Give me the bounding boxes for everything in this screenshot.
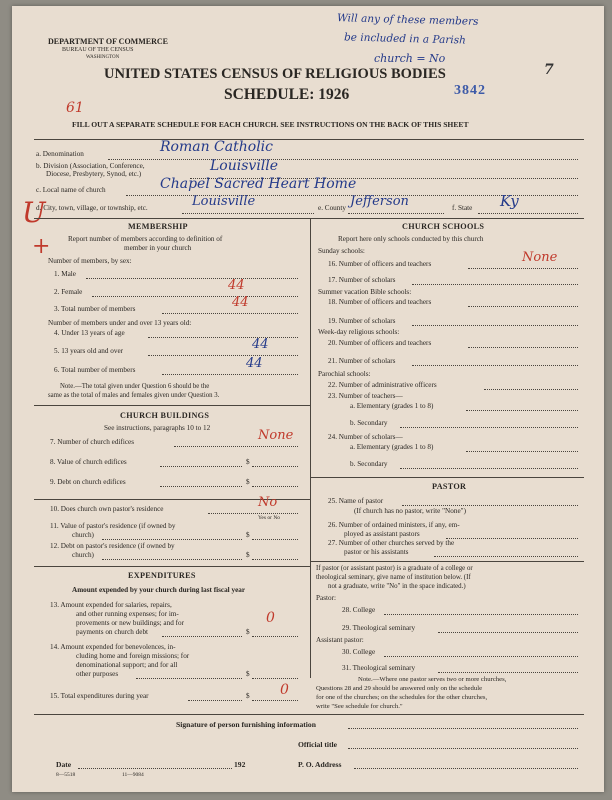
print-code-2: 11—9084 [122,772,144,778]
q16-line [468,268,578,269]
county-value: Jefferson [350,194,409,209]
pastor-note-2: Questions 28 and 29 should be answered only on the schedule [316,685,483,692]
form-subtitle: SCHEDULE: 1926 [224,86,350,103]
denomination-value: Roman Catholic [160,139,273,155]
q12-dollar: $ [246,551,250,559]
county-line [348,213,444,214]
q14-line [252,678,298,679]
state-line [478,213,578,214]
city-value: Louisville [192,194,256,209]
parochial-schools-label: Parochial schools: [318,370,371,378]
q17-label: 17. Number of scholars [328,276,396,284]
q25-sub: (If church has no pastor, write "None") [354,507,466,515]
official-title-label: Official title [298,740,338,749]
denomination-label: a. Denomination [36,150,84,158]
q10-yes-no-hint: Yes or No [258,515,281,521]
members-by-sex-label: Number of members, by sex: [48,257,132,265]
q9-dots [160,486,242,487]
expenditures-title: EXPENDITURES [128,571,196,580]
q23a-label: a. Elementary (grades 1 to 8) [350,402,434,410]
q14-label-3: denominational support; and for all [76,661,178,669]
q13-label-2: and other running expenses; for im- [76,610,179,618]
city-label: d. City, town, village, or township, etc. [36,204,148,212]
pastor-title: PASTOR [432,482,467,491]
q24b-label: b. Secondary [350,460,388,468]
po-address-label: P. O. Address [298,760,342,769]
q27-label-2: pastor or his assistants [344,548,409,556]
q3-total-label: 3. Total number of members [54,305,136,313]
graduate-instr-1: If pastor (or assistant pastor) is a graduate of a college or [316,565,473,572]
q7-label: 7. Number of church edifices [50,438,135,446]
q12-label-1: 12. Debt on pastor's residence (if owned by [50,542,175,550]
q31-label: 31. Theological seminary [342,664,416,672]
column-divider [310,218,311,678]
q11-line [252,539,298,540]
q25-line [402,505,578,506]
q11-label-2: church) [72,531,94,539]
q9-label: 9. Debt on church edifices [50,478,126,486]
membership-note-2: same as the total of males and females given under Question 3. [48,392,220,399]
q13-value: 0 [266,610,275,626]
buildings-title: CHURCH BUILDINGS [120,411,210,420]
bureau-name: BUREAU OF THE CENSUS [62,47,134,53]
pastor-note-1: Note.—Where one pastor serves two or more churches, [358,676,507,683]
buildings-instructions: See instructions, paragraphs 10 to 12 [104,424,211,432]
county-label: e. County [318,204,346,212]
q10-label: 10. Does church own pastor's residence [50,505,164,513]
q14-label-1: 14. Amount expended for benevolences, in- [50,643,176,651]
date-label: Date [56,760,72,769]
q10-value: No [258,495,278,510]
q5-over13-label: 5. 13 years old and over [54,347,124,355]
q28-label: 28. College [342,606,376,614]
pastor-note-3: for one of the churches; on the schedules for the other churches, [316,694,488,701]
expenditures-intro: Amount expended by your church during last fiscal year [72,586,246,594]
q19-label: 19. Number of scholars [328,317,396,325]
q19-line [412,325,578,326]
schools-rule [310,477,584,478]
q28-line [384,614,578,615]
q9-dollar: $ [246,478,250,486]
q20-line [468,347,578,348]
footer-rule [34,714,584,715]
pastor-note-4: write "See schedule for church." [316,703,403,710]
q14-label-4: other purposes [76,670,119,678]
division-value: Louisville [210,158,279,174]
graduate-instr-2: theological seminary, give name of institution below. (If [316,574,471,581]
instruction-banner: FILL OUT A SEPARATE SCHEDULE FOR EACH CHURCH. SEE INSTRUCTIONS ON THE BACK OF THIS SHEET [72,120,469,129]
membership-intro-2: member in your church [124,244,192,252]
q12-label-2: church) [72,551,94,559]
q5-line [148,355,298,356]
q11-label-1: 11. Value of pastor's residence (if owned by [50,522,176,530]
q24a-line [466,451,578,452]
print-code-1: 8—5518 [56,772,76,778]
date-year: 192 [234,760,246,769]
schools-title: CHURCH SCHOOLS [402,222,485,231]
identity-rule [34,218,584,219]
q24b-line [400,468,578,469]
q16-label: 16. Number of officers and teachers [328,260,432,268]
q15-label: 15. Total expenditures during year [50,692,149,700]
q3-total-value: 44 [232,295,249,310]
q9-line [252,486,298,487]
vacation-schools-label: Summer vacation Bible schools: [318,288,412,296]
q7-value: None [258,428,294,443]
assistant-pastor-sublabel: Assistant pastor: [316,636,364,644]
q26-label-2: ployed as assistant pastors [344,530,420,538]
q13-dollar: $ [246,628,250,636]
q5-over13-value: 44 [252,337,269,352]
census-schedule-sheet [12,6,604,792]
pastor-rule [310,561,584,562]
membership-intro-1: Report number of members according to definition of [68,235,223,243]
q12-dots [102,559,242,560]
q14-dots [136,678,242,679]
q21-line [412,365,578,366]
expenditures-top-rule [34,566,310,567]
weekday-schools-label: Week-day religious schools: [318,328,400,336]
state-label: f. State [452,204,473,212]
q8-label: 8. Value of church edifices [50,458,127,466]
q13-label-4: payments on church debt [76,628,149,636]
q16-value: None [522,250,558,265]
official-title-line [348,748,578,749]
q27-label-1: 27. Number of other churches served by the [328,539,455,547]
red-handwritten-letter: U [22,196,46,229]
q1-male-label: 1. Male [54,270,76,278]
division-label-2: Diocese, Presbytery, Synod, etc.) [46,170,142,178]
membership-title: MEMBERSHIP [128,222,188,231]
q27-line [434,556,578,557]
q10-line [208,513,298,514]
q8-line [252,466,298,467]
city-name: WASHINGTON [86,55,120,60]
header-rule [34,139,584,140]
q20-label: 20. Number of officers and teachers [328,339,432,347]
q13-line [252,636,298,637]
handwritten-note-line-1: Will any of these members [336,12,479,28]
q1-line [86,278,298,279]
q15-dollar: $ [246,692,250,700]
graduate-instr-3: not a graduate, write "No" in the space indicated.) [328,583,466,590]
q8-dots [160,466,242,467]
q24a-label: a. Elementary (grades 1 to 8) [350,443,434,451]
dept-name: DEPARTMENT OF COMMERCE [48,37,169,46]
signature-line [348,728,578,729]
q15-dots [188,700,242,701]
po-address-line [354,768,578,769]
q2-female-value: 44 [228,278,245,293]
q18-label: 18. Number of officers and teachers [328,298,432,306]
denomination-line [108,159,578,160]
handwritten-note-line-3: church = No [374,52,446,65]
q4-line [148,337,298,338]
q2-female-label: 2. Female [54,288,83,296]
q8-dollar: $ [246,458,250,466]
date-line [78,768,232,769]
red-handwritten-plus: + [32,234,51,259]
q12-line [252,559,298,560]
sunday-schools-label: Sunday schools: [318,247,365,255]
form-number-stamp: 3842 [454,83,486,98]
q13-label-1: 13. Amount expended for salaries, repairs, [50,601,172,609]
q2-line [92,296,298,297]
handwritten-note-line-2: be included in a Parish [343,31,466,47]
state-value: Ky [500,192,519,210]
q23a-line [466,410,578,411]
q17-line [412,284,578,285]
handwritten-corner-number: 7 [544,62,554,78]
q6-total-label: 6. Total number of members [54,366,136,374]
division-label-1: b. Division (Association, Conference, [36,162,145,170]
pastor-sublabel: Pastor: [316,594,336,602]
q30-label: 30. College [342,648,376,656]
q23-label: 23. Number of teachers— [328,392,403,400]
q31-line [438,672,578,673]
membership-rule [34,405,310,406]
q23b-line [400,427,578,428]
q18-line [468,306,578,307]
q26-line [446,538,578,539]
q22-line [484,389,578,390]
q15-value: 0 [280,682,289,698]
q23b-label: b. Secondary [350,419,388,427]
schools-intro: Report here only schools conducted by this church [338,235,484,243]
q15-line [252,700,298,701]
q6-line [162,374,298,375]
city-line [182,213,314,214]
q24-label: 24. Number of scholars— [328,433,403,441]
q11-dots [102,539,242,540]
q11-dollar: $ [246,531,250,539]
q7-line [174,446,298,447]
q22-label: 22. Number of administrative officers [328,381,437,389]
q4-under13-label: 4. Under 13 years of age [54,329,125,337]
q25-label: 25. Name of pastor [328,497,384,505]
red-handwritten-number: 61 [66,100,84,116]
q29-line [438,632,578,633]
q30-line [384,656,578,657]
q6-total-value: 44 [246,356,263,371]
q29-label: 29. Theological seminary [342,624,416,632]
membership-note-1: Note.—The total given under Question 6 should be the [60,383,210,390]
q21-label: 21. Number of scholars [328,357,396,365]
local-name-label: c. Local name of church [36,186,106,194]
q3-line [162,313,298,314]
q14-label-2: cluding home and foreign missions; for [76,652,190,660]
local-name-value: Chapel Sacred Heart Home [160,176,357,192]
q13-label-3: provements or new buildings; and for [76,619,184,627]
q13-dots [162,636,242,637]
form-title: UNITED STATES CENSUS OF RELIGIOUS BODIES [104,66,446,82]
age-heading: Number of members under and over 13 years old: [48,319,192,327]
q26-label-1: 26. Number of ordained ministers, if any, em- [328,521,460,529]
signature-label: Signature of person furnishing information [176,720,316,729]
q14-dollar: $ [246,670,250,678]
